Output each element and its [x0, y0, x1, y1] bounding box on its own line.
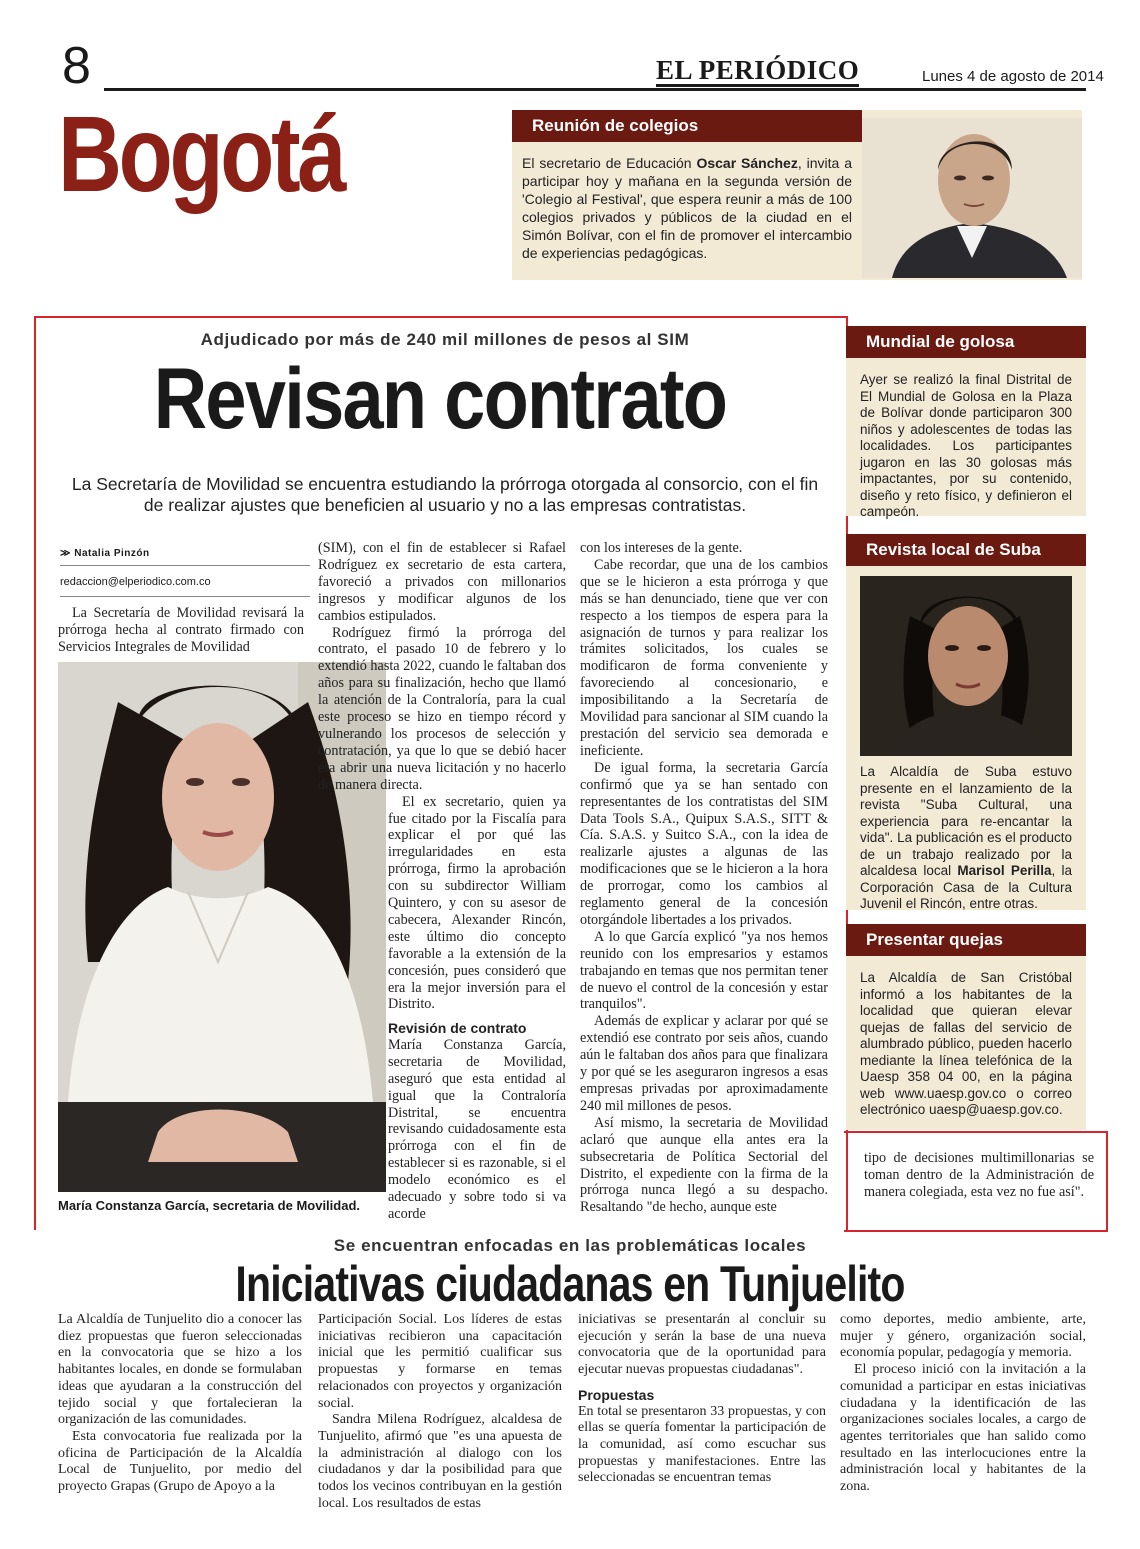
byline-rule: [60, 565, 310, 566]
author-byline: ≫ Natalia Pinzón: [60, 548, 150, 559]
author-email: redaccion@elperiodico.com.co: [60, 576, 211, 588]
revista-suba-text: [860, 764, 1072, 913]
issue-date: Lunes 4 de agosto de 2014: [922, 68, 1104, 85]
second-article-column-4: [840, 1312, 1086, 1496]
paragraph: tipo de decisiones multimillonarias se toman dentro de la Administración de manera colegiada, esta vez no fue así".: [864, 1150, 1094, 1200]
suba-text-start: La Alcaldía de Suba estuvo presente en el lanzamiento de la revista "Suba Cultural, una experiencia para re-encantar la vida". La publicación es el producto de un trabajo realizado por la alcaldesa local: [860, 764, 1072, 878]
paragraph: Rodríguez firmó la prórroga del contrato, el pasado 10 de febrero y lo extendió hasta 2022, cuando le faltaban dos años para su finalización, hecho que llamó la atención de la Contraloría, para la cual este proceso se hizo en tiempo récord y vulnerando los procesos de selección y contratación, ya que lo que se debió hacer era abrir una nueva licitación y no hacerlo de manera directa.: [318, 624, 566, 793]
mundial-golosa-title: Mundial de golosa: [846, 326, 1086, 358]
mundial-golosa-box: [846, 326, 1086, 519]
paragraph: A lo que García explicó "ya nos hemos reunido con los empresarios y estamos trabajando en temas que nos permitan tener de nuevo el control de la concesión y estar tranquilos".: [580, 928, 828, 1013]
second-article-headline: Iniciativas ciudadanas en Tunjuelito: [235, 1256, 905, 1312]
photo-caption: María Constanza García, secretaria de Movilidad.: [58, 1198, 361, 1213]
paragraph: Cabe recordar, que una de los cambios que se le hicieron a esta prórroga y que más se han denunciado, tiene que ver con respecto a los tiempos de espera para la asignación de turnos y para realizar los trámites solicitados, los cuales se modificaron de forma conveniente y favoreciendo al concesionario, e imposibilitando a la Secretaría de Movilidad para sancionar al SIM cuando la prestación del servicio sea demorada e ineficiente.: [580, 556, 828, 759]
presentar-quejas-text: La Alcaldía de San Cristóbal informó a los habitantes de la localidad que quieran elevar quejas de fallas del servicio de alumbrado público, pueden hacerlo mediante la línea telefónica de la Uaesp 358 04 00, en la página web www.uaesp.gov.co o correo electrónico uaesp@uaesp.gov.co.: [860, 970, 1072, 1117]
paragraph: Participación Social. Los líderes de estas iniciativas recibieron una capacitación inicial que les permitió cualificar sus propuestas y formarse en temas relacionados con proyectos y organización social.: [318, 1312, 562, 1411]
main-article-kicker: Adjudicado por más de 240 mil millones de pesos al SIM: [200, 330, 690, 349]
page-number: 8: [62, 37, 91, 95]
main-article-column-3: [580, 540, 828, 1216]
main-article-column-1: [58, 605, 304, 656]
main-article-column-2: [318, 540, 566, 1013]
subhead-propuestas: Propuestas: [578, 1386, 655, 1403]
suba-text-end: , la Corporación Casa de la Cultura Juvenil el Rincón, entre otras.: [860, 863, 1072, 911]
reunion-text-end: , invita a participar hoy y mañana en la segunda versión de 'Colegio al Festival', que espera reunir a más de 100 colegios privados y públicos de la ciudad en el Simón Bolívar, con el fin de promover el intercambio de experiencias pedagógicas.: [522, 155, 852, 261]
main-article-lede: La Secretaría de Movilidad se encuentra estudiando la prórroga otorgada al consorcio, con el fin de realizar ajustes que beneficien al usuario y no a las empresas contratistas.: [71, 474, 819, 515]
revista-suba-title: Revista local de Suba: [846, 534, 1086, 566]
paragraph: Así mismo, la secretaria de Movilidad aclaró que aunque ella antes era la subsecretaria de Política Sectorial del Distrito, el expediente con la firma de la prórroga nunca llegó a su despacho. Resaltando "de hecho, aunque este: [580, 1114, 828, 1216]
second-article-kicker: Se encuentran enfocadas en las problemáticas locales: [333, 1236, 807, 1255]
main-article-column-4-tail: [864, 1150, 1094, 1201]
oscar-sanchez-photo: [862, 118, 1082, 278]
second-article-column-2: [318, 1312, 562, 1512]
section-title: Bogotá: [58, 93, 344, 214]
mundial-golosa-text: Ayer se realizó la final Distrital de El Mundial de Golosa en la Plaza de Bolívar donde participaron 300 niños y adolescentes de todas las localidades. Los participantes jugaron en las 30 golosas más impactantes, por su contenido, diseño y reto físico, y definieron el campeón.: [860, 372, 1072, 519]
second-article-column-3: [578, 1312, 826, 1487]
email-rule: [60, 596, 310, 597]
paragraph: Sandra Milena Rodríguez, alcaldesa de Tunjuelito, afirmó que "es una apuesta de la administración al dialogo con los ciudadanos y dar la posibilidad para que todos los vecinos contribuyan en la gestión local. Los resultados de estas: [318, 1412, 562, 1511]
subhead-revision-contrato: Revisión de contrato: [388, 1020, 527, 1036]
paragraph: En total se presentaron 33 propuestas, y con ellas se quería fomentar la participación de la comunidad, así como escuchar sus propuestas y manifestaciones. Entre las seleccionadas se encuentran temas: [578, 1403, 826, 1486]
reunion-box-title: Reunión de colegios: [512, 110, 862, 142]
reunion-text-start: El secretario de Educación: [522, 155, 697, 171]
paragraph: La Alcaldía de Tunjuelito dio a conocer las diez propuestas que fueron seleccionadas en la convocatoria que se hizo a los habitantes locales, en donde se formulaban ideas que ayudaran a la construcción del tejido social y que fortalecieran la organización de las comunidades.: [58, 1312, 302, 1428]
presentar-quejas-title: Presentar quejas: [846, 924, 1086, 956]
second-article-column-1: [58, 1312, 302, 1496]
paragraph: (SIM), con el fin de establecer si Rafael Rodríguez ex secretario de esta cartera, favoreció a privados con millonarios ingresos y modificar algunos de los cambios estipulados.: [318, 540, 566, 624]
newspaper-name: EL PERIÓDICO: [656, 56, 859, 87]
reunion-box-text: [522, 154, 852, 262]
suba-name: Marisol Perilla: [957, 863, 1052, 878]
marisol-perilla-photo: [860, 576, 1072, 756]
paragraph: Esta convocatoria fue realizada por la oficina de Participación de la Alcaldía Local de Tunjuelito, por medio del proyecto Grapas (Grupo de Apoyo a la: [58, 1428, 302, 1495]
paragraph: De igual forma, la secretaria García confirmó que ya se han sentado con representantes de los contratistas del SIM Data Tools S.A., Quipux S.A.S., SITT & Cía. S.A.S. y Suitco S.A., con la idea de realizarle ajustes a algunas de las modificaciones que se le hicieron a la hora de prorrogar, como los cambios al reglamento general de la concesión otorgándole libertades a los privados.: [580, 759, 828, 928]
paragraph: como deportes, medio ambiente, arte, mujer y género, organización social, economía popular, pedagogía y memoria.: [840, 1312, 1086, 1361]
reunion-name: Oscar Sánchez: [696, 155, 798, 171]
paragraph: El ex secretario, quien ya fue citado por la Fiscalía para explicar el por qué las irregularidades en esta prórroga, firmo la aprobación con su subdirector William Quintero, y con su asesor de cabecera, Alexander Rincón, este último dio concepto favorable a la extensión de la concesión, pues consideró que era la mejor inversión para el Distrito.: [388, 793, 566, 1013]
main-article-headline: Revisan contrato: [153, 351, 727, 447]
presentar-quejas-box: [846, 924, 1086, 1130]
header-rule: [104, 88, 1086, 91]
paragraph: María Constanza García, secretaria de Movilidad, aseguró que esta entidad al igual que la Contraloría Distrital, se encuentra revisando cuidadosamente esta prórroga con el fin de establecer si es razonable, si el modelo económico es el adecuado y sobre todo si va acorde: [388, 1036, 566, 1222]
paragraph: La Secretaría de Movilidad revisará la prórroga hecha al contrato firmado con Servicios Integrales de Movilidad: [58, 605, 304, 655]
paragraph: Además de explicar y aclarar por qué se extendió ese contrato por seis años, cuando aún le faltaban dos años para que finalizara y por qué se les aseguraron ingresos a esas empresas privadas por aproximadamente 240 mil millones de pesos.: [580, 1013, 828, 1114]
reunion-box: [512, 110, 1082, 280]
revista-suba-box: [846, 534, 1086, 910]
main-article-column-2-lower: [388, 1020, 566, 1223]
paragraph: iniciativas se presentarán al concluir su ejecución y serán la base de una nueva convocatoria que de la oportunidad para ejecutar nuevas propuestas ciudadanas".: [578, 1312, 826, 1378]
paragraph: con los intereses de la gente.: [580, 540, 743, 556]
paragraph: El proceso inició con la invitación a la comunidad a participar en estas iniciativas ciudadana y la identificación de las organizaciones sociales locales, a cargo de agentes territoriales que han salido como resultado en las interlocuciones entre la administración local y habitantes de la zona.: [840, 1362, 1086, 1495]
